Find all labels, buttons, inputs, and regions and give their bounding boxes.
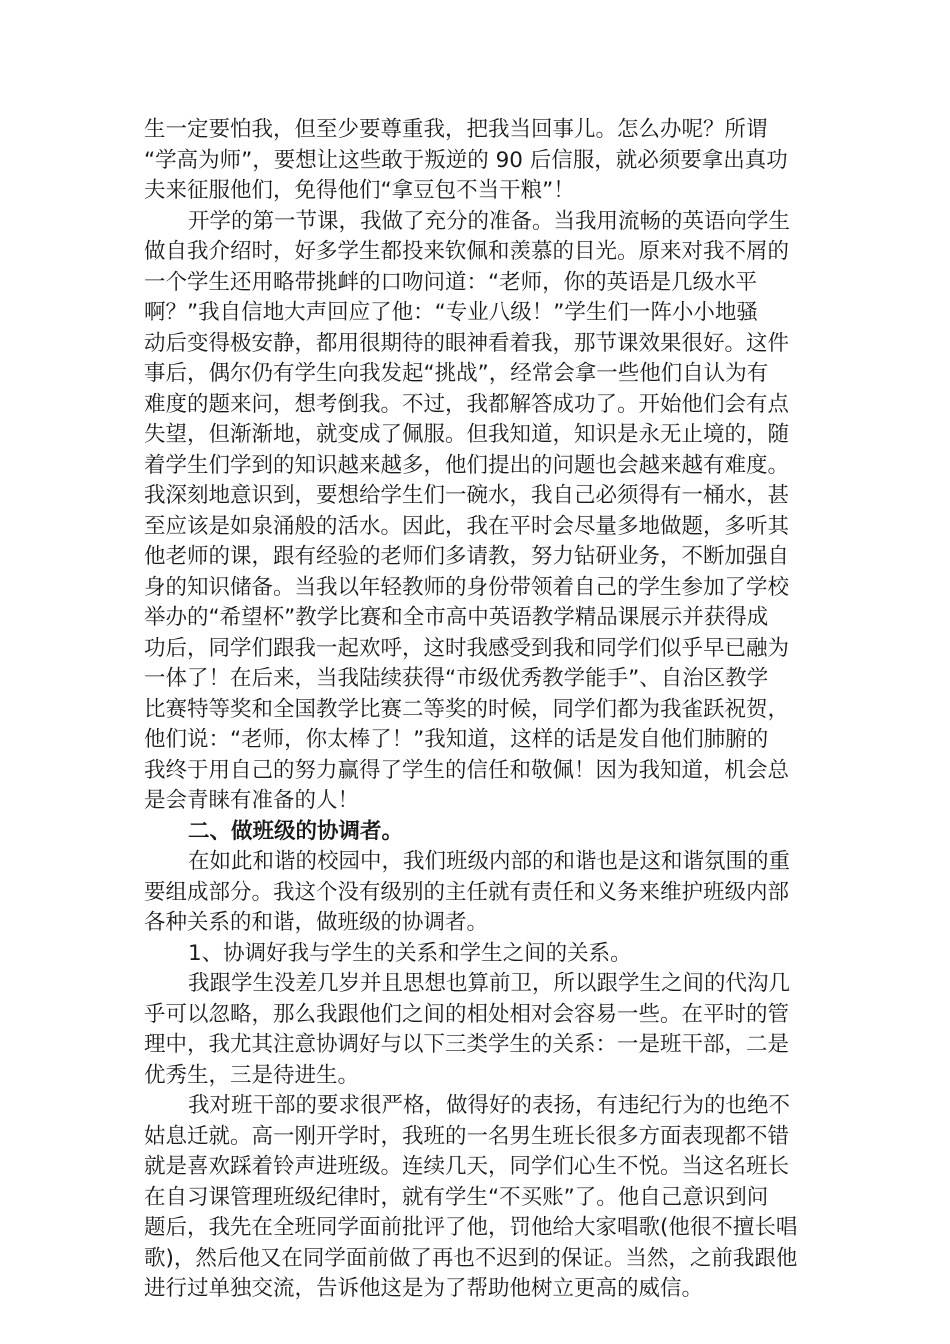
text-line: 难度的题来问，想考倒我。不过，我都解答成功了。开始他们会有点	[144, 391, 790, 417]
text-line: 动后变得极安静，都用很期待的眼神看着我，那节课效果很好。这件	[144, 330, 790, 356]
text-line: 在自习课管理班级纪律时，就有学生“不买账”了。他自己意识到问	[144, 1184, 769, 1210]
text-line: 生一定要怕我，但至少要尊重我，把我当回事儿。怎么办呢？所谓	[144, 117, 768, 142]
text-line: 要组成部分。我这个没有级别的主任就有责任和义务来维护班级内部	[144, 879, 790, 905]
text-line: 夫来征服他们，免得他们“拿豆包不当干粮”！	[144, 178, 575, 203]
text-line: 事后，偶尔仍有学生向我发起“挑战”，经常会拿一些他们自认为有	[144, 361, 769, 386]
text-line: 着学生们学到的知识越来越多，他们提出的问题也会越来越有难度。	[144, 452, 790, 478]
text-line: 做自我介绍时，好多学生都投来钦佩和羡慕的目光。原来对我不屑的	[144, 239, 790, 264]
text-line: 歌)，然后他又在同学面前做了再也不迟到的保证。当然，之前我跟他	[144, 1245, 798, 1271]
section-heading: 二、做班级的协调者。	[188, 818, 404, 844]
text-line: 举办的“希望杯”教学比赛和全市高中英语教学精品课展示并获得成	[144, 605, 769, 630]
text-line: 身的知识储备。当我以年轻教师的身份带领着自己的学生参加了学校	[144, 574, 790, 600]
text-line: 我对班干部的要求很严格，做得好的表扬，有违纪行为的也绝不	[188, 1093, 791, 1118]
text-line: 他老师的课，跟有经验的老师们多请教，努力钻研业务，不断加强自	[144, 544, 790, 569]
text-line: 题后，我先在全班同学面前批评了他，罚他给大家唱歌(他很不擅长唱	[144, 1215, 798, 1240]
text-line: 我终于用自己的努力赢得了学生的信任和敬佩！因为我知道，机会总	[144, 757, 790, 783]
text-line: 姑息迁就。高一刚开学时，我班的一名男生班长很多方面表现都不错	[144, 1123, 790, 1149]
text-line: 是会青睐有准备的人！	[144, 788, 360, 813]
text-line: 失望，但渐渐地，就变成了佩服。但我知道，知识是永无止境的，随	[144, 422, 790, 447]
text-line: 比赛特等奖和全国教学比赛二等奖的时候，同学们都为我雀跃祝贺，	[144, 696, 790, 722]
text-line: 一体了！在后来，当我陆续获得“市级优秀教学能手”、自治区教学	[144, 666, 769, 691]
text-line: 1、协调好我与学生的关系和学生之间的关系。	[188, 940, 632, 966]
text-line: 乎可以忽略，那么我跟他们之间的相处相对会容易一些。在平时的管	[144, 1001, 790, 1027]
text-line: 至应该是如泉涌般的活水。因此，我在平时会尽量多地做题，多听其	[144, 513, 790, 539]
document-body	[144, 115, 808, 1305]
text-line: 进行过单独交流，告诉他这是为了帮助他树立更高的威信。	[144, 1276, 704, 1301]
text-line: 我跟学生没差几岁并且思想也算前卫，所以跟学生之间的代沟几	[188, 971, 791, 996]
text-line: 开学的第一节课，我做了充分的准备。当我用流畅的英语向学生	[188, 208, 791, 234]
text-line: 我深刻地意识到，要想给学生们一碗水，我自己必须得有一桶水，甚	[144, 483, 790, 508]
text-line: 在如此和谐的校园中，我们班级内部的和谐也是这和谐氛围的重	[188, 849, 791, 874]
text-line: 就是喜欢踩着铃声进班级。连续几天，同学们心生不悦。当这名班长	[144, 1154, 790, 1179]
text-line: 理中，我尤其注意协调好与以下三类学生的关系：一是班干部，二是	[144, 1032, 790, 1057]
text-line: 各种关系的和谐，做班级的协调者。	[144, 910, 489, 935]
text-line: “学高为师”，要想让这些敢于叛逆的 90 后信服，就必须要拿出真功	[144, 147, 788, 173]
text-line: 一个学生还用略带挑衅的口吻问道：“老师，你的英语是几级水平	[144, 269, 758, 295]
text-line: 啊？”我自信地大声回应了他：“专业八级！”学生们一阵小小地骚	[144, 300, 758, 325]
text-line: 他们说：“老师，你太棒了！”我知道，这样的话是发自他们肺腑的	[144, 727, 769, 752]
text-line: 优秀生，三是待进生。	[144, 1062, 360, 1088]
text-line: 功后，同学们跟我一起欢呼，这时我感受到我和同学们似乎早已融为	[144, 635, 790, 661]
